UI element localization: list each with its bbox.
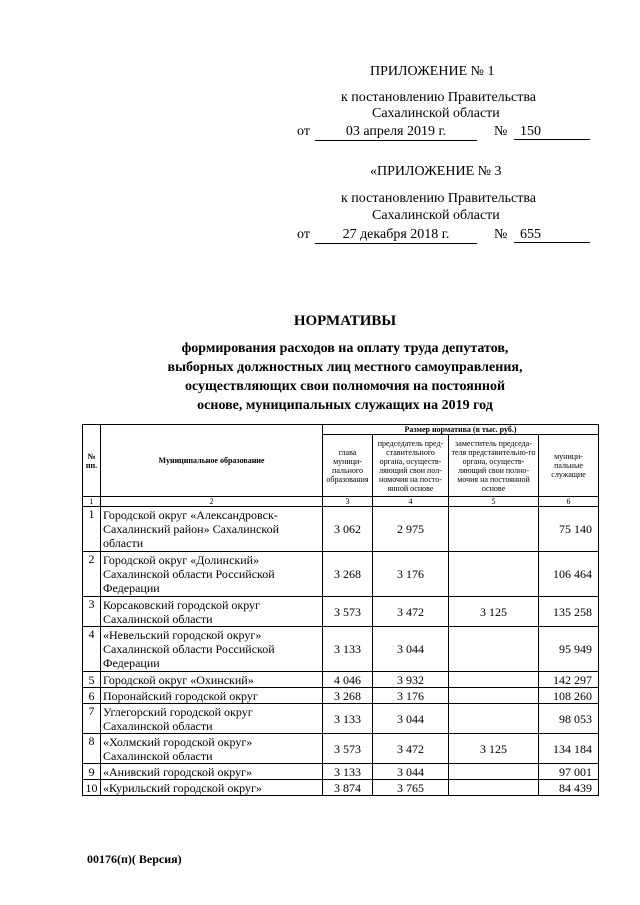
row-deputy-value	[449, 507, 539, 552]
appendix-1-num-label: №	[494, 124, 508, 139]
row-head-value: 3 062	[323, 507, 373, 552]
document-subtitle	[0, 339, 640, 415]
row-deputy-value	[449, 780, 539, 796]
table-row	[83, 780, 599, 796]
row-head-value: 4 046	[323, 672, 373, 688]
row-head-value: 3 874	[323, 780, 373, 796]
column-index: 3	[323, 497, 373, 507]
row-number: 6	[83, 688, 101, 704]
row-head-value: 3 133	[323, 627, 373, 672]
document-code: 00176(п)( Версия)	[87, 852, 182, 866]
row-number: 8	[83, 734, 101, 764]
normatives-table	[82, 424, 599, 796]
row-municipality: «Курильский городской округ»	[101, 780, 323, 796]
header-norm-size: Размер норматива (в тыс. руб.)	[323, 425, 599, 435]
header-col-employees: муници-пальные служащие	[539, 435, 599, 497]
row-municipality: Городской округ «Александровск-Сахалинский район» Сахалинской области	[101, 507, 323, 552]
column-index: 5	[449, 497, 539, 507]
appendix-1-date: 03 апреля 2019 г.	[315, 124, 477, 141]
row-chairman-value: 3 176	[373, 552, 449, 597]
row-number: 10	[83, 780, 101, 796]
row-municipality: Городской округ «Долинский» Сахалинской области Российской Федерации	[101, 552, 323, 597]
table-row	[83, 764, 599, 780]
row-chairman-value: 3 932	[373, 672, 449, 688]
row-deputy-value	[449, 552, 539, 597]
row-municipality: Поронайский городской округ	[101, 688, 323, 704]
row-employees-value: 84 439	[539, 780, 599, 796]
row-number: 5	[83, 672, 101, 688]
subtitle-line-2: выборных должностных лиц местного самоуправления,	[167, 360, 523, 375]
row-chairman-value: 3 176	[373, 688, 449, 704]
subtitle-line-1: формирования расходов на оплату труда депутатов,	[181, 341, 509, 356]
appendix-3-line1: к постановлению Правительства	[341, 191, 537, 206]
header-col-head: глава муници-пального образования	[323, 435, 373, 497]
row-head-value: 3 573	[323, 597, 373, 627]
column-index: 6	[539, 497, 599, 507]
row-chairman-value: 3 044	[373, 764, 449, 780]
appendix-1-line1: к постановлению Правительства	[341, 90, 537, 105]
table-row	[83, 507, 599, 552]
row-chairman-value: 3 044	[373, 704, 449, 734]
row-head-value: 3 268	[323, 688, 373, 704]
appendix-1-line2: Сахалинской области	[372, 106, 500, 121]
appendix-3-line2: Сахалинской области	[372, 208, 500, 223]
row-employees-value: 142 297	[539, 672, 599, 688]
table-row	[83, 688, 599, 704]
row-number: 9	[83, 764, 101, 780]
row-deputy-value	[449, 704, 539, 734]
document-title: НОРМАТИВЫ	[293, 313, 397, 329]
row-number: 7	[83, 704, 101, 734]
appendix-1-title: ПРИЛОЖЕНИЕ № 1	[370, 64, 495, 79]
row-deputy-value: 3 125	[449, 597, 539, 627]
row-chairman-value: 3 765	[373, 780, 449, 796]
table-row	[83, 734, 599, 764]
column-index: 1	[83, 497, 101, 507]
row-chairman-value: 2 975	[373, 507, 449, 552]
table-row	[83, 672, 599, 688]
row-municipality: Городской округ «Охинский»	[101, 672, 323, 688]
appendix-3-num-label: №	[494, 227, 508, 242]
row-employees-value: 75 140	[539, 507, 599, 552]
appendix-3-title: «ПРИЛОЖЕНИЕ № 3	[370, 164, 502, 179]
appendix-3-number: 655	[514, 227, 590, 243]
row-employees-value: 134 184	[539, 734, 599, 764]
row-employees-value: 98 053	[539, 704, 599, 734]
row-chairman-value: 3 472	[373, 734, 449, 764]
row-head-value: 3 573	[323, 734, 373, 764]
row-head-value: 3 133	[323, 704, 373, 734]
appendix-3-from-label: от	[297, 227, 310, 242]
row-head-value: 3 268	[323, 552, 373, 597]
row-municipality: «Холмский городской округ» Сахалинской области	[101, 734, 323, 764]
header-col-chairman: председатель пред-ставительного органа, осуществ-ляющий свои пол-номочия на посто-янной основе	[373, 435, 449, 497]
row-number: 2	[83, 552, 101, 597]
row-deputy-value	[449, 764, 539, 780]
row-chairman-value: 3 472	[373, 597, 449, 627]
row-municipality: «Анивский городской округ»	[101, 764, 323, 780]
row-head-value: 3 133	[323, 764, 373, 780]
table-row	[83, 552, 599, 597]
header-municipality: Муниципальное образование	[101, 425, 323, 497]
row-number: 1	[83, 507, 101, 552]
row-employees-value: 135 258	[539, 597, 599, 627]
appendix-3-date: 27 декабря 2018 г.	[315, 227, 477, 244]
header-num: № пп.	[83, 425, 101, 497]
subtitle-line-4: основе, муниципальных служащих на 2019 год	[197, 398, 493, 413]
appendix-1-from-label: от	[297, 124, 310, 139]
table-row	[83, 704, 599, 734]
table-row	[83, 627, 599, 672]
row-number: 4	[83, 627, 101, 672]
row-municipality: «Невельский городской округ» Сахалинской области Российской Федерации	[101, 627, 323, 672]
appendix-1-number: 150	[514, 124, 590, 140]
row-employees-value: 108 260	[539, 688, 599, 704]
row-deputy-value: 3 125	[449, 734, 539, 764]
row-number: 3	[83, 597, 101, 627]
row-municipality: Углегорский городской округ Сахалинской области	[101, 704, 323, 734]
row-deputy-value	[449, 672, 539, 688]
row-deputy-value	[449, 688, 539, 704]
row-municipality: Корсаковский городской округ Сахалинской области	[101, 597, 323, 627]
subtitle-line-3: осуществляющих свои полномочия на постоянной	[184, 379, 506, 394]
row-chairman-value: 3 044	[373, 627, 449, 672]
row-employees-value: 97 001	[539, 764, 599, 780]
table-row	[83, 597, 599, 627]
row-deputy-value	[449, 627, 539, 672]
row-employees-value: 95 949	[539, 627, 599, 672]
column-index: 4	[373, 497, 449, 507]
header-col-deputy: заместитель председа-теля представительно-го органа, осуществ-ляющий свои полно-мочия на постоянной основе	[449, 435, 539, 497]
column-index: 2	[101, 497, 323, 507]
row-employees-value: 106 464	[539, 552, 599, 597]
